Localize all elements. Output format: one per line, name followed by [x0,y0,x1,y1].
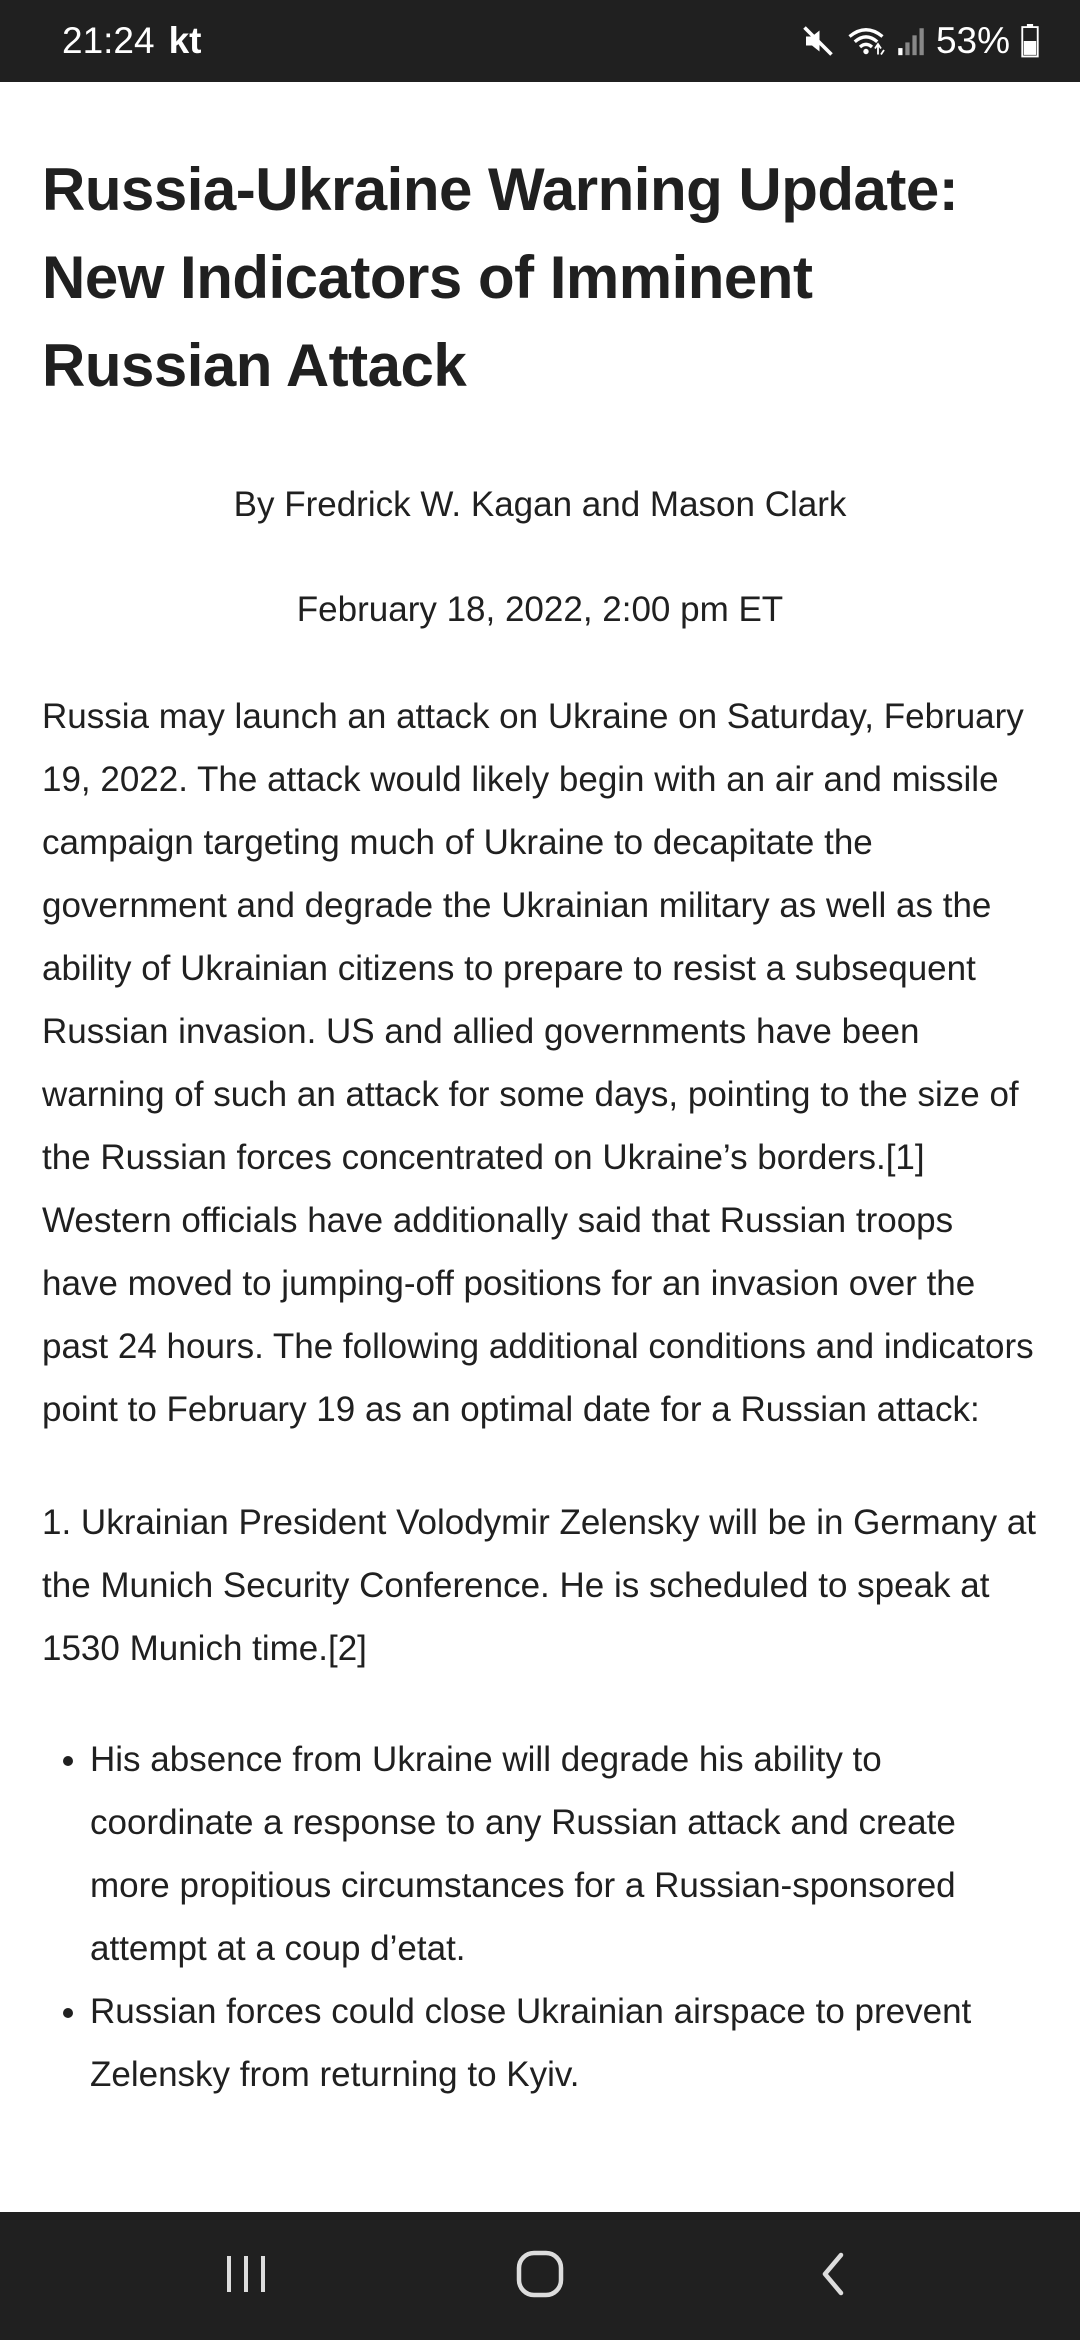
navigation-bar [0,2212,1080,2340]
article-title: Russia-Ukraine Warning Update: New Indicators of Imminent Russian Attack [42,156,959,399]
bullet-item: • His absence from Ukraine will degrade his ability to coordinate a response to any Russian attack and create more propitious circumstances for a Russian-sponsored attempt at a coup d’etat. [90,1728,1038,1980]
article-intro-paragraph: Russia may launch an attack on Ukraine on Saturday, February 19, 2022. The attack would likely begin with an air and missile campaign targeting much of Ukraine to decapitate the government and degrade the Ukrainian military as well as the ability of Ukrainian citizens to prepare to resist a subsequent Russian invasion. US and allied governments have been warning of such an attack for some days, pointing to the size of the Russian forces concentrated on Ukraine’s borders.[1] Western officials have additionally said that Russian troops have moved to jumping-off positions for an invasion over the past 24 hours. The following additional conditions and indicators point to February 19 as an optimal date for a Russian attack: [42,697,1034,1429]
signal-icon [896,24,926,58]
status-bar [0,0,1080,82]
carrier-label: kt [168,20,202,61]
article-content[interactable] [0,82,1080,2212]
wifi-icon [846,23,886,59]
battery-percent: 53% [935,20,1010,61]
battery-icon [1020,24,1040,58]
recent-apps-icon [222,2252,272,2301]
bullet-list [42,1728,1038,2106]
mute-icon [800,23,836,59]
back-icon [813,2249,853,2304]
article-point-1: 1. Ukrainian President Volodymir Zelensky will be in Germany at the Munich Security Conference. He is scheduled to speak at 1530 Munich time.[2] [42,1503,1037,1668]
home-button[interactable] [480,2226,600,2326]
home-icon [514,2248,566,2305]
recent-apps-button[interactable] [187,2226,307,2326]
clock: 21:24 [62,20,155,61]
back-button[interactable] [773,2226,893,2326]
bullet-item: • Russian forces could close Ukrainian airspace to prevent Zelensky from returning to Kyiv. [90,1980,1038,2106]
status-right [800,20,1040,62]
article-date: February 18, 2022, 2:00 pm ET [296,590,784,629]
article-byline: By Fredrick W. Kagan and Mason Clark [233,485,847,524]
status-left [62,20,202,62]
